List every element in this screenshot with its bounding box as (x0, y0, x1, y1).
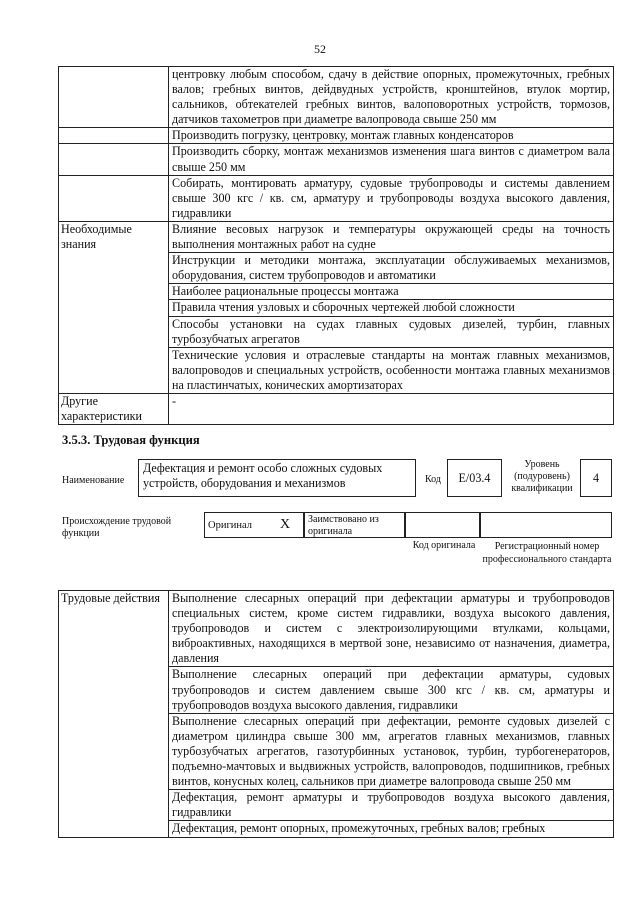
table-row (59, 221, 614, 252)
code-label: Код (425, 474, 441, 485)
table-row (59, 128, 614, 144)
table-row (59, 144, 614, 175)
table-cell: Выполнение слесарных операций при дефектации, ремонте судовых дизелей с диаметром цилиндра свыше 300 мм, агрегатов главных механизмов, главных турбозубчатых агрегатов, газотурбинных установок, турбин, турбогенераторов, подъемно-мачтовых и выдвижных устройств, валопроводов, подшипников, гребных винтов, конусных колец, сальников при диаметре валопровода свыше 250 мм (169, 713, 614, 789)
table-cell: Наиболее рациональные процессы монтажа (169, 284, 614, 300)
table-cell: Инструкции и методики монтажа, эксплуатации обслуживаемых механизмов, оборудования, систем трубопроводов и автоматики (169, 253, 614, 284)
row-label-other: Другие характеристики (59, 393, 169, 424)
table-cell: Производить погрузку, центровку, монтаж главных конденсаторов (169, 128, 614, 144)
code-original-caption: Код оригинала (412, 540, 476, 551)
origin-original-box (204, 512, 304, 538)
table-row (59, 175, 614, 221)
reg-number-box (480, 512, 612, 538)
origin-borrowed-box (304, 512, 405, 538)
section-title: 3.5.3. Трудовая функция (62, 433, 200, 447)
skills-knowledge-table (58, 66, 614, 425)
origin-borrowed-label: Заимствовано из оригинала (308, 514, 379, 537)
table-cell: Выполнение слесарных операций при дефектации арматуры и трубопроводов специальных систем, кроме систем гидравлики, воздуха высокого давления, трубопроводов и систем с электроизолирующими втулками, кольцами, виброактивных, находящихся в мертвой зоне, независимо от назначения, диаметра, давления (169, 591, 614, 667)
level-label: Уровень (подуровень) квалификации (511, 459, 573, 494)
table-cell: Способы установки на судах главных судовых дизелей, турбин, главных турбозубчатых агрегатов (169, 316, 614, 347)
table-cell: Собирать, монтировать арматуру, судовые трубопроводы и системы давлением свыше 300 кгс / кв. см, арматуру и трубопроводы воздуха высокого давления, гидравлики (169, 175, 614, 221)
table-cell: Правила чтения узловых и сборочных чертежей любой сложности (169, 300, 614, 316)
name-label: Наименование (62, 475, 125, 486)
labor-actions-table (58, 590, 614, 838)
table-cell: Производить сборку, монтаж механизмов изменения шага винтов с диаметром вала свыше 250 мм (169, 144, 614, 175)
origin-original-label: Оригинал (208, 520, 252, 531)
row-label-knowledge: Необходимые знания (59, 221, 169, 393)
reg-number-caption: Регистрационный номер профессионального стандарта (482, 541, 612, 565)
page-number: 52 (314, 42, 326, 56)
table-cell: Дефектация, ремонт арматуры и трубопроводов воздуха высокого давления, гидравлики (169, 790, 614, 821)
table-cell: - (169, 393, 614, 424)
table-cell: Технические условия и отраслевые стандарты на монтаж главных механизмов, валопроводов и специальных устройств, особенности монтажа главных механизмов на пластинчатых, конических амортизаторах (169, 347, 614, 393)
table-row (59, 591, 614, 667)
row-label-actions: Трудовые действия (59, 591, 169, 838)
code-original-box (405, 512, 480, 538)
row-label (59, 67, 169, 128)
function-name-box: Дефектация и ремонт особо сложных судовых устройств, оборудования и механизмов (138, 459, 416, 497)
table-row (59, 393, 614, 424)
table-cell: центровку любым способом, сдачу в действие опорных, промежуточных, гребных валов; гребных винтов, дейдвудных устройств, кронштейнов, втулок мортир, сальников, обтекателей гребных винтов, валоповоротных устройств, тормозов, датчиков тахометров при диаметре валопровода свыше 250 мм (169, 67, 614, 128)
table-cell: Выполнение слесарных операций при дефектации арматуры, судовых трубопроводов и систем давлением свыше 300 кгс / кв. см, арматуры и трубопроводов воздуха высокого давления, гидравлики (169, 667, 614, 713)
origin-label: Происхождение трудовой функции (62, 516, 172, 539)
table-row (59, 67, 614, 128)
code-box: E/03.4 (447, 459, 502, 497)
table-cell: Дефектация, ремонт опорных, промежуточных, гребных валов; гребных (169, 821, 614, 837)
level-box: 4 (580, 459, 612, 497)
table-cell: Влияние весовых нагрузок и температуры окружающей среды на точность выполнения монтажных работ на судне (169, 221, 614, 252)
origin-x-mark: X (280, 517, 291, 532)
